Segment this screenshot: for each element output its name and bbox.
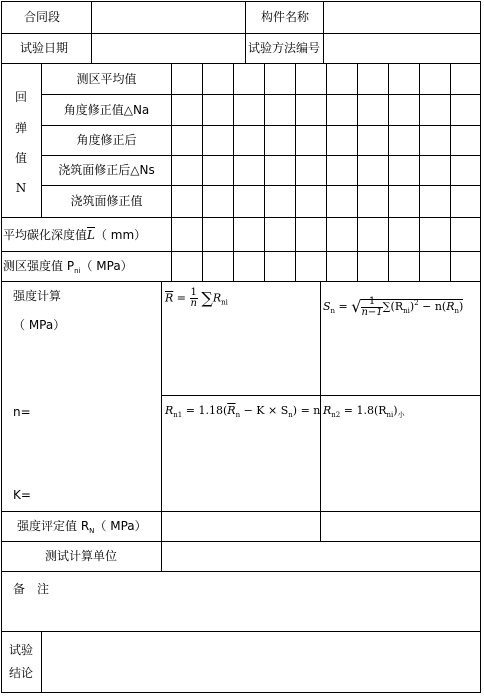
member-name-label: 构件名称 (261, 10, 310, 24)
test-method-no-label: 试验方法编号 (248, 41, 321, 55)
formula-rn2: $R_{n2} = 1.8(R_{ni})_小$ (323, 404, 405, 419)
formula-std-dev: $S_n$ = √ $\frac{1}{n-1}$ $\sum(R_{ni})^2 - n(\overline{R}_n)$ (323, 295, 464, 318)
contract-section-label: 合同段 (24, 10, 61, 24)
zone-strength-label: 测区强度值 $P_{ni}$（ MPa） (3, 259, 133, 275)
n-label: n= (13, 405, 31, 419)
rating-label: 强度评定值 $R_N$（ MPa） (17, 519, 147, 535)
carbonation-label: 平均碳化深度值$\overline{L}$（ mm） (3, 228, 147, 242)
strength-calc-label: 强度计算 (13, 289, 62, 303)
rebound-row-label: 角度修正值△Na (63, 103, 150, 117)
rebound-char: N (15, 181, 27, 195)
conclusion-label-line2: 结论 (9, 666, 34, 680)
test-unit-label: 测试计算单位 (44, 549, 117, 563)
conclusion-label-line1: 试验 (9, 643, 34, 657)
rebound-char: 回 (14, 90, 27, 104)
rebound-row-label: 浇筑面修正后△Ns (58, 163, 155, 177)
rebound-row-label: 浇筑面修正值 (70, 194, 143, 208)
rebound-char: 弹 (14, 121, 27, 135)
formula-rn1: $R_{n1} = 1.18(\overline{R}_n - K \times S_n) = n$ (165, 404, 321, 419)
rebound-char: 值 (14, 151, 27, 165)
rebound-row-label: 测区平均值 (76, 72, 137, 86)
rebound-row-label: 角度修正后 (76, 133, 137, 147)
formula-mean: $\overline{R}$ = $\frac{1}{n}$ $\sum R_{ni}$ (165, 287, 228, 309)
carbonation-symbol: $\overline{L}$ (87, 228, 95, 242)
test-date-label: 试验日期 (20, 41, 69, 55)
remarks-label: 备 注 (13, 582, 50, 596)
k-label: K= (13, 488, 31, 502)
strength-calc-unit: （ MPa） (13, 318, 66, 332)
